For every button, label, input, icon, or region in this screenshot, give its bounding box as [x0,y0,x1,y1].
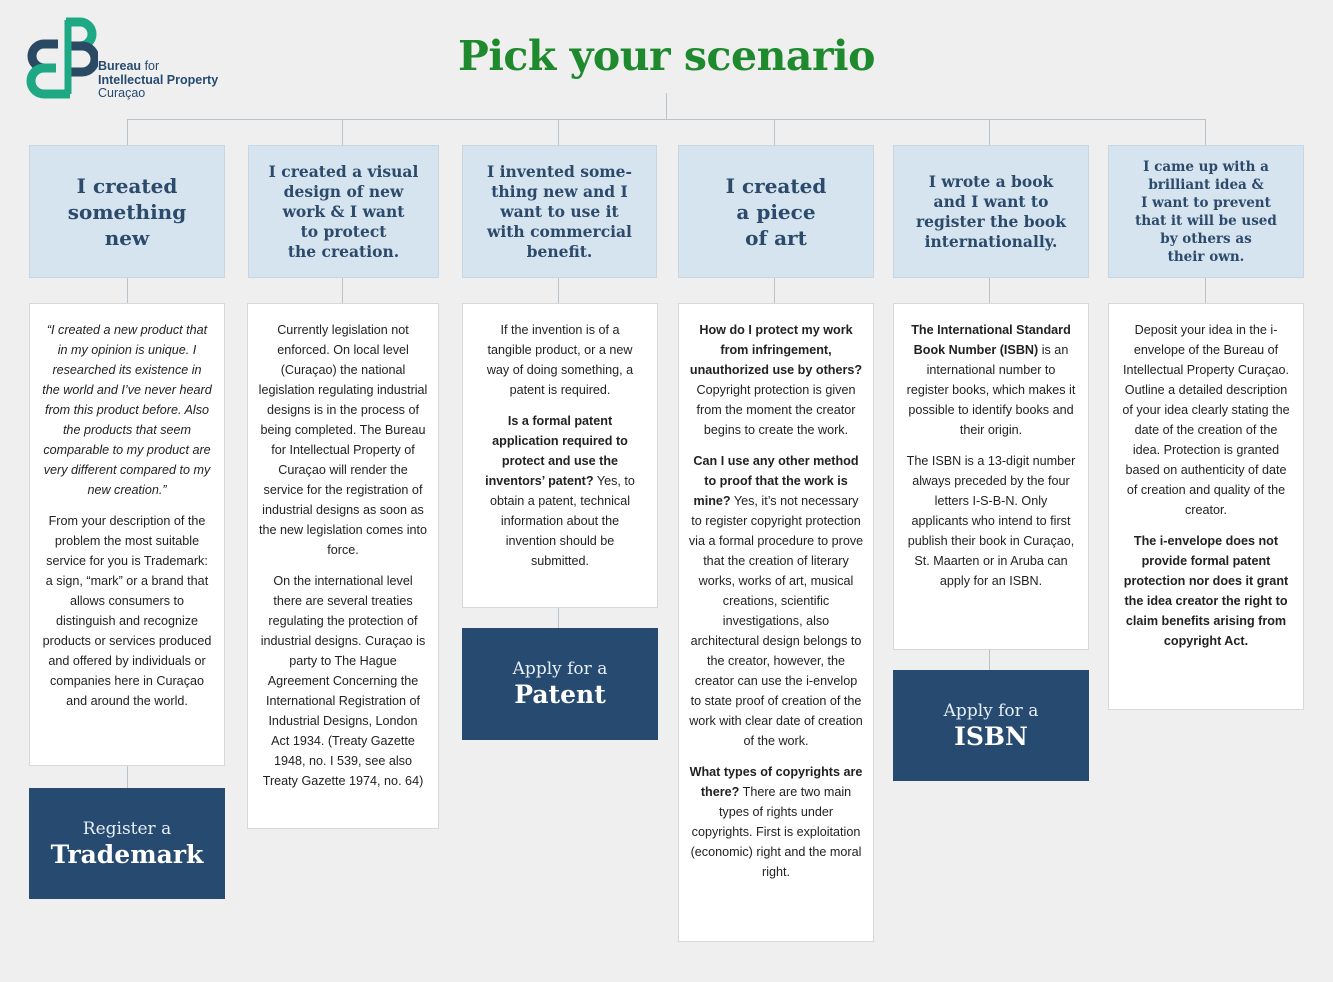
scenario-heading-4 [678,145,874,278]
connector-drop-3 [558,119,559,145]
connector-bar [127,119,1206,120]
paragraph-text: Yes, to obtain a patent, technical information about the invention should be submitted. [489,474,635,568]
connector-body-button-5 [989,649,990,671]
paragraph-bold: Can I use any other method to proof that the work is mine? [693,454,859,508]
connector-head-body-5 [989,278,990,304]
connector-head-body-6 [1205,278,1206,304]
paragraph-text: Copyright protection is given from the moment the creator begins to create the work. [696,383,856,437]
paragraph-bold: What types of copyrights are there? [689,765,863,799]
scenario-paragraph [688,451,864,751]
paragraph-text: There are two main types of rights under copyrights. First is exploitation (economic) right and the moral right. [690,785,862,879]
scenario-heading-3 [462,145,657,278]
scenario-heading-2 [248,145,439,278]
button-small-text: Register a [82,818,172,839]
register-trademark-button[interactable] [29,788,225,899]
scenario-body-3 [462,303,658,608]
connector-drop-2 [342,119,343,145]
scenario-heading-text: I invented some- thing new and I want to use it with commercial benefit. [487,161,632,261]
scenario-heading-5 [893,145,1089,278]
scenario-body-1 [29,303,225,766]
scenario-paragraph: From your description of the problem the most suitable service for you is Trademark: a sign, “mark” or a brand that allows consumers to distinguish and recognize products or services produced and offered by individuals or companies here in Curaçao and around the world. [42,514,212,708]
button-small-text: Apply for a [512,659,608,679]
scenario-heading-text: I came up with a brilliant idea & I want to prevent that it will be used by others as their own. [1135,158,1277,265]
scenario-heading-text: I created a piece of art [725,173,827,250]
scenario-paragraph: If the invention is of a tangible product, or a new way of doing something, a patent is required. [486,323,634,397]
connector-drop-1 [127,119,128,145]
connector-trunk [666,93,667,120]
apply-isbn-button[interactable] [893,670,1089,781]
scenario-heading-6 [1108,145,1304,278]
scenario-heading-1 [29,145,225,278]
scenario-quote [42,320,212,500]
button-big-text: Trademark [50,839,204,869]
page-title: Pick your scenario [458,32,875,80]
button-big-text: ISBN [954,721,1028,751]
logo-line1-bold: Bureau [98,59,142,73]
scenario-paragraph [688,762,864,882]
connector-body-button-1 [127,766,128,789]
paragraph-text: is an international number to register books, which makes it possible to identify books and their origin. [906,343,1076,437]
paragraph-bold: Is a formal patent application required to protect and use the inventors’ patent? [485,414,628,488]
scenario-paragraph: On the international level there are several treaties regulating the protection of industrial designs. Curaçao is party to The Hague Agreement Concerning the International Registration of Industrial Designs, London Act 1934. (Treaty Gazette 1948, no. I 539, see also Treaty Gazette 1974, no. 64) [260,574,426,788]
logo-line3: Curaçao [98,86,146,100]
quote-text: “I created a new product that in my opinion is unique. I researched its existence in the world and I’ve never heard from this product before. Also the products that seem comparable to my product are very different compared to my new creation.” [42,323,212,497]
scenario-body-2 [247,303,439,829]
scenario-heading-text: I created something new [67,173,187,250]
connector-drop-6 [1205,119,1206,145]
connector-head-body-4 [774,278,775,304]
paragraph-bold: How do I protect my work from infringement, unauthorized use by others? [689,323,863,377]
logo-line2: Intellectual Property [98,72,219,87]
scenario-heading-text: I wrote a book and I want to register the book internationally. [915,171,1066,251]
button-small-text: Apply for a [943,700,1039,721]
connector-drop-4 [774,119,775,145]
connector-head-body-2 [342,278,343,304]
scenario-paragraph: Deposit your idea in the i-envelope of the Bureau of Intellectual Property Curaçao. Outline a detailed description of your idea clearly stating the date of the creation of the idea. Protection is granted based on authenticity of date of creation and quality of the creator. [1122,323,1290,517]
scenario-paragraph [477,411,643,571]
button-big-text: Patent [514,680,606,709]
connector-body-button-3 [558,607,559,629]
scenario-paragraph: The ISBN is a 13-digit number always preceded by the four letters I-S-B-N. Only applicants who intend to first publish their book in Curaçao, St. Maarten or in Aruba can apply for an ISBN. [906,454,1076,588]
scenario-body-5 [893,303,1089,650]
paragraph-bold: The International Standard Book Number (ISBN) [911,323,1071,357]
logo-line1-rest: for [144,59,160,73]
scenario-paragraph [906,320,1076,440]
connector-head-body-3 [558,278,559,304]
paragraph-text: Yes, it’s not necessary to register copyright protection via a formal procedure to prove that the creation of literary works, works of art, musical creations, scientific investigations, also architectural design belongs to the creator, however, the creator can use the i-envelop to state proof of creation of the work with clear date of creation of the work. [688,494,864,748]
scenario-paragraph [688,320,864,440]
scenario-body-6 [1108,303,1304,710]
paragraph-bold: The i-envelope does not provide formal patent protection nor does it grant the idea creator the right to claim benefits arising from copyright Act. [1123,534,1289,648]
scenario-body-4 [678,303,874,942]
connector-head-body-1 [127,278,128,304]
scenario-paragraph [1121,531,1291,651]
scenario-paragraph: Currently legislation not enforced. On local level (Curaçao) the national legislation regulating industrial designs is in the process of being completed. The Bureau for Intellectual Property of Curaçao will render the service for the registration of industrial designs as soon as the new legislation comes into force. [258,323,428,557]
apply-patent-button[interactable] [462,628,658,740]
connector-drop-5 [989,119,990,145]
scenario-heading-text: I created a visual design of new work & I want to protect the creation. [268,161,419,261]
